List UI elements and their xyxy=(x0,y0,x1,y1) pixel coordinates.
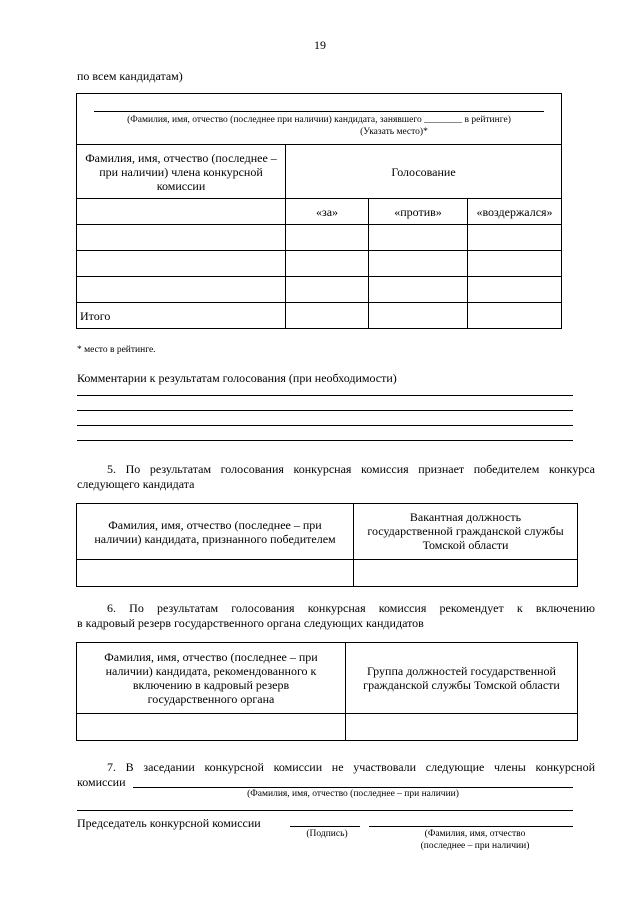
voting-header: Голосование xyxy=(286,145,562,199)
section6-text-line2: в кадровый резерв государственного органа следующих кандидатов xyxy=(77,616,424,630)
total-row xyxy=(77,303,562,329)
table-row xyxy=(77,277,562,303)
candidate-caption-cell xyxy=(77,94,562,145)
table-row xyxy=(77,560,578,587)
empty-cell xyxy=(77,199,286,225)
comment-line xyxy=(77,440,573,441)
chair-name-line xyxy=(369,826,573,827)
signature-line xyxy=(290,826,360,827)
section7-text-line1: 7. В заседании конкурсной комиссии не участвовали следующие члены конкурсной xyxy=(107,760,595,774)
section6-text-line1: 6. По результатам голосования конкурсная комиссия рекомендует к включению xyxy=(107,601,595,615)
signature-caption: (Подпись) xyxy=(306,829,348,839)
voting-table xyxy=(76,93,562,329)
comments-label: Комментарии к результатам голосования (при необходимости) xyxy=(77,371,397,385)
table-row xyxy=(77,225,562,251)
member-header: Фамилия, имя, отчество (последнее – при наличии) члена конкурсной комиссии xyxy=(77,145,286,199)
table-row xyxy=(77,714,578,741)
section5-text-line1: 5. По результатам голосования конкурсная комиссия признает победителем конкурса xyxy=(107,462,595,476)
reserve-candidate-header: Фамилия, имя, отчество (последнее – при наличии) кандидата, рекомендованного к включению в кадровый резерв государственного органа xyxy=(77,643,346,714)
reserve-table xyxy=(76,642,578,741)
absent-members-line-2 xyxy=(77,810,573,811)
vacant-position-header: Вакантная должность государственной гражданской службы Томской области xyxy=(354,504,578,560)
chair-label: Председатель конкурсной комиссии xyxy=(77,816,261,830)
comment-line xyxy=(77,410,573,411)
section5-text-line2: следующего кандидата xyxy=(77,477,195,491)
winner-name-header: Фамилия, имя, отчество (последнее – при наличии) кандидата, признанного победителем xyxy=(77,504,354,560)
name-caption-2: (последнее – при наличии) xyxy=(420,841,530,851)
table-row xyxy=(77,251,562,277)
vote-against-header: «против» xyxy=(369,199,468,225)
candidate-caption: (Фамилия, имя, отчество (последнее при наличии) кандидата, занявшего ________ в рейтинге) xyxy=(127,115,511,125)
vote-abstain-header: «воздержался» xyxy=(468,199,562,225)
position-group-header: Группа должностей государственной гражданской службы Томской области xyxy=(346,643,578,714)
comment-line xyxy=(77,425,573,426)
footnote: * место в рейтинге. xyxy=(77,345,156,355)
candidate-name-line xyxy=(94,111,544,112)
total-label: Итого xyxy=(77,303,286,329)
page-number: 19 xyxy=(314,38,326,52)
section7-text-line2: комиссии xyxy=(77,775,126,789)
intro-line: по всем кандидатам) xyxy=(77,69,183,83)
winner-table xyxy=(76,503,578,587)
name-caption-1: (Фамилия, имя, отчество xyxy=(424,829,526,839)
absent-members-line xyxy=(133,787,573,788)
comment-line xyxy=(77,395,573,396)
absent-members-caption: (Фамилия, имя, отчество (последнее – при наличии) xyxy=(247,789,459,799)
place-caption: (Указать место)* xyxy=(360,127,428,137)
vote-for-header: «за» xyxy=(286,199,369,225)
